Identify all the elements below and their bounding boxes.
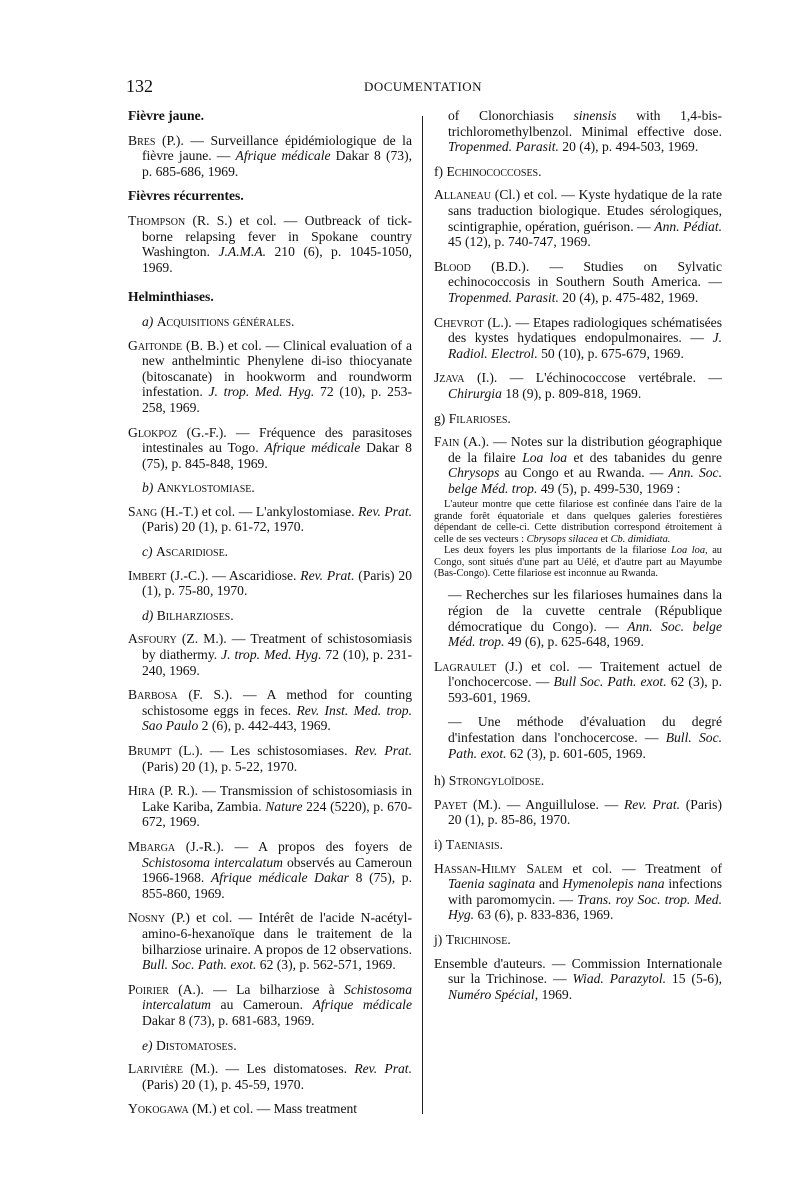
entry-journal: J. trop. Med. Hyg.: [208, 384, 315, 400]
species-name: sinensis: [573, 108, 617, 123]
entry-journal: Bull Soc. Path. exot.: [553, 674, 667, 690]
bibliography-entry: Brumpt (L.). — Les schistosomiases. Rev. Prat. (Paris) 20 (1), p. 5-22, 1970.: [128, 743, 412, 774]
bibliography-entry: Gaitonde (B. B.) et col. — Clinical evaluation of a new anthelmintic Phenylene di-iso thiocyanate (bitoscanate) in hookworm and roundworm infestation. J. trop. Med. Hyg. 72 (10), p. 253-258, 1969.: [128, 337, 412, 415]
entry-journal: Wiad. Parazytol.: [572, 971, 666, 987]
entry-author: Fain: [434, 434, 460, 450]
subsection-heading: i) Taeniasis.: [434, 837, 503, 853]
left-column: [128, 108, 412, 1126]
species-name: Taenia saginata: [448, 876, 536, 892]
species-name: Hymenolepis nana: [562, 876, 665, 892]
entry-journal: Rev. Prat.: [300, 567, 355, 583]
entry-journal: Nature: [265, 798, 303, 814]
subsection-heading: c) Ascaridiose.: [142, 544, 229, 560]
entry-author: Nosny: [128, 910, 166, 926]
entry-journal: Rev. Inst. Med. trop. Sao Paulo: [142, 702, 412, 734]
entry-journal: Ann. Pédiat.: [654, 218, 723, 234]
entry-author: Lagraulet: [434, 658, 497, 674]
entry-journal: Tropenmed. Parasit.: [448, 139, 559, 155]
entry-journal: J. Radiol. Electrol.: [448, 330, 722, 361]
entry-journal: Trans. roy Soc. trop. Med. Hyg.: [448, 891, 723, 923]
bibliography-entry: Ensemble d'auteurs. — Commission Internationale sur la Trichinose. — Wiad. Parazytol. 15 (5-6), Numéro Spécial, 1969.: [434, 955, 722, 1002]
bibliography-entry: Imbert (J.-C.). — Ascaridiose. Rev. Prat. (Paris) 20 (1), p. 75-80, 1970.: [128, 567, 412, 599]
species-name: Schistosoma intercalatum: [142, 981, 412, 1013]
subsection-heading: d) Bilharzioses.: [142, 607, 234, 623]
bibliography-entry: Thompson (R. S.) et col. — Outbreack of tick-borne relapsing fever in Spokane country Washington. J.A.M.A. 210 (6), p. 1045-1050, 1969.: [128, 212, 412, 275]
entry-author: Payet: [434, 796, 468, 812]
section-heading: Fièvre jaune.: [128, 108, 205, 123]
running-head: DOCUMENTATION: [363, 79, 483, 94]
entry-author: Chevrot: [434, 314, 484, 330]
entry-author: Allaneau: [434, 187, 492, 203]
bibliography-entry: Lagraulet (J.) et col. — Traitement actuel de l'onchocercose. — Bull Soc. Path. exot. 62 (3), p. 593-601, 1969.: [434, 658, 722, 705]
section-heading: Helminthiases.: [128, 289, 214, 305]
entry-journal: J. trop. Med. Hyg.: [221, 647, 322, 663]
section-heading: Fièvres récurrentes.: [128, 188, 244, 204]
subsection-heading: g) Filarioses.: [434, 410, 511, 426]
abstract-note: L'auteur montre que cette filariose est confinée dans l'aire de la grande forêt équatoriale et dans quelques galeries forestières dépendant de celle-ci. Cette distribution correspond étroitement à celle de ses vecteurs : Cbrysops silacea et Cb. dimidiata. Les deux foyers les plus importants de la filariose Loa loa, au Congo, sont situés d'une part au Uélé, et d'autre part au Mayumbe (Bas-Congo). Cette filariose est inconnue au Rwanda.: [434, 499, 723, 579]
entry-author: Poirier: [128, 981, 169, 997]
species-name: Loa loa: [522, 449, 568, 465]
species-name: Chrysops: [448, 465, 500, 481]
entry-author: Asfoury: [128, 631, 177, 647]
subsection-heading: e) Distomatoses.: [142, 1037, 237, 1053]
entry-author: Yokogawa: [128, 1101, 189, 1117]
bibliography-entry: Fain (A.). — Notes sur la distribution géographique de la filaire Loa loa et des tabanides du genre Chrysops au Congo et au Rwanda. — Ann. Soc. belge Méd. trop. 49 (5), p. 499-530, 1969 :: [434, 434, 722, 496]
bibliography-entry: Payet (M.). — Anguillulose. — Rev. Prat. (Paris) 20 (1), p. 85-86, 1970.: [434, 796, 723, 828]
entry-author: Gaitonde: [128, 337, 183, 353]
entry-author: Brumpt: [128, 743, 172, 758]
entry-journal: Bull. Soc. Path. exot.: [142, 957, 257, 973]
bibliography-entry: — Recherches sur les filarioses humaines dans la région de la cuvette centrale (République démocratique du Congo). — Ann. Soc. belge Méd. trop. 49 (6), p. 625-648, 1969.: [448, 587, 723, 650]
entry-author: Hira: [128, 783, 156, 799]
entry-author: Thompson: [128, 212, 186, 228]
column-divider: [422, 116, 423, 1114]
subsection-heading: a) Acquisitions générales.: [142, 313, 295, 329]
bibliography-entry: Yokogawa (M.) et col. — Mass treatment: [128, 1101, 358, 1117]
entry-author: Imbert: [128, 567, 167, 583]
bibliography-entry: Larivière (M.). — Les distomatoses. Rev. Prat. (Paris) 20 (1), p. 45-59, 1970.: [128, 1061, 412, 1092]
entry-author: Bres: [128, 132, 156, 148]
entry-author: Barbosa: [128, 687, 178, 703]
subsection-heading: h) Strongyloïdose.: [434, 773, 545, 789]
bibliography-entry: Barbosa (F. S.). — A method for counting schistosome eggs in feces. Rev. Inst. Med. trop. Sao Paulo 2 (6), p. 442-443, 1969.: [128, 687, 412, 734]
entry-journal: Rev. Prat.: [623, 796, 681, 812]
bibliography-entry: Jzava (I.). — L'échinococcose vertébrale. — Chirurgia 18 (9), p. 809-818, 1969.: [434, 370, 722, 401]
bibliography-entry: Nosny (P.) et col. — Intérêt de l'acide N-acétyl-amino-6-hexanoïque dans le traitement de la bilharziose urinaire. A propos de 12 observations. Bull. Soc. Path. exot. 62 (3), p. 562-571, 1969.: [128, 910, 412, 973]
bibliography-entry: Sang (H.-T.) et col. — L'ankylostomiase. Rev. Prat. (Paris) 20 (1), p. 61-72, 1970.: [128, 503, 412, 535]
entry-journal: Afrique médicale Dakar: [210, 870, 349, 886]
entry-journal: Rev. Prat.: [354, 1061, 412, 1077]
page-header: [126, 76, 720, 98]
bibliography-entry: Glokpoz (G.-F.). — Fréquence des parasitoses intestinales au Togo. Afrique médicale Dakar 8 (75), p. 845-848, 1969.: [128, 424, 412, 471]
entry-author: Larivière: [128, 1061, 183, 1077]
entry-author: Blood: [434, 258, 471, 274]
bibliography-entry: — Une méthode d'évaluation du degré d'infestation dans l'onchocercose. — Bull. Soc. Path. exot. 62 (3), p. 601-605, 1969.: [448, 714, 723, 761]
right-column: [434, 108, 722, 1011]
entry-journal: Bull. Soc. Path. exot.: [448, 730, 723, 761]
species-name: Schistosoma intercalatum: [142, 854, 283, 870]
subsection-heading: b) Ankylostomiase.: [142, 480, 255, 496]
entry-author: Hassan-Hilmy Salem: [434, 860, 563, 876]
entry-journal: Ann. Soc. belge Méd. trop.: [448, 465, 722, 496]
entry-journal: Tropenmed. Parasit.: [448, 289, 559, 305]
bibliography-entry: Asfoury (Z. M.). — Treatment of schistosomiasis by diathermy. J. trop. Med. Hyg. 72 (10), p. 231-240, 1969.: [128, 631, 412, 678]
bibliography-entry: Blood (B.D.). — Studies on Sylvatic echinococcosis in Southern South America. — Tropenmed. Parasit. 20 (4), p. 475-482, 1969.: [434, 258, 722, 305]
bibliography-entry: Hira (P. R.). — Transmission of schistosomiasis in Lake Kariba, Zambia. Nature 224 (5220), p. 670-672, 1969.: [128, 783, 412, 830]
entry-journal: Afrique médicale: [235, 148, 331, 164]
bibliography-entry: Chevrot (L.). — Etapes radiologiques schématisées des kystes hydatiques endopulmonaires. — J. Radiol. Electrol. 50 (10), p. 675-679, 1969.: [434, 314, 722, 361]
bibliography-entry: Hassan-Hilmy Salem et col. — Treatment of Taenia saginata and Hymenolepis nana infections with paromomycin. — Trans. roy Soc. trop. Med. Hyg. 63 (6), p. 833-836, 1969.: [434, 860, 723, 923]
bibliography-entry: Mbarga (J.-R.). — A propos des foyers de Schistosoma intercalatum observés au Cameroun 1966-1968. Afrique médicale Dakar 8 (75), p. 855-860, 1969.: [128, 838, 412, 901]
entry-journal: Rev. Prat.: [354, 743, 412, 758]
subsection-heading: j) Trichinose.: [434, 932, 511, 947]
entry-author: Mbarga: [128, 838, 176, 854]
bibliography-entry-continued: of Clonorchiasis sinensis with 1,4-bis-trichloromethylbenzol. Minimal effective dose. Tropenmed. Parasit. 20 (4), p. 494-503, 1969.: [448, 108, 722, 155]
bibliography-entry: Bres (P.). — Surveillance épidémiologique de la fièvre jaune. — Afrique médicale Dakar 8 (73), p. 685-686, 1969.: [128, 132, 412, 179]
bibliography-entry: Allaneau (Cl.) et col. — Kyste hydatique de la rate sans traduction biologique. Etudes sérologiques, scintigraphie, opération, guérison. — Ann. Pédiat. 45 (12), p. 740-747, 1969.: [434, 187, 723, 250]
entry-journal: J.A.M.A.: [218, 244, 267, 260]
entry-author: Sang: [128, 503, 158, 519]
entry-journal: Rev. Prat.: [358, 503, 412, 519]
entry-journal: Afrique médicale: [312, 997, 412, 1013]
entry-journal: Chirurgia: [448, 385, 502, 401]
entry-journal: Afrique médicale: [264, 440, 361, 456]
entry-journal: Ann. Soc. belge Méd. trop.: [448, 618, 723, 650]
entry-author: Jzava: [434, 370, 465, 386]
bibliography-entry: Poirier (A.). — La bilharziose à Schistosoma intercalatum au Cameroun. Afrique médicale Dakar 8 (73), p. 681-683, 1969.: [128, 981, 412, 1028]
entry-journal: Numéro Spécial: [448, 986, 535, 1002]
subsection-heading: f) Echinococcoses.: [434, 163, 542, 179]
page-number: 132: [126, 76, 153, 96]
entry-author: Glokpoz: [128, 424, 178, 440]
